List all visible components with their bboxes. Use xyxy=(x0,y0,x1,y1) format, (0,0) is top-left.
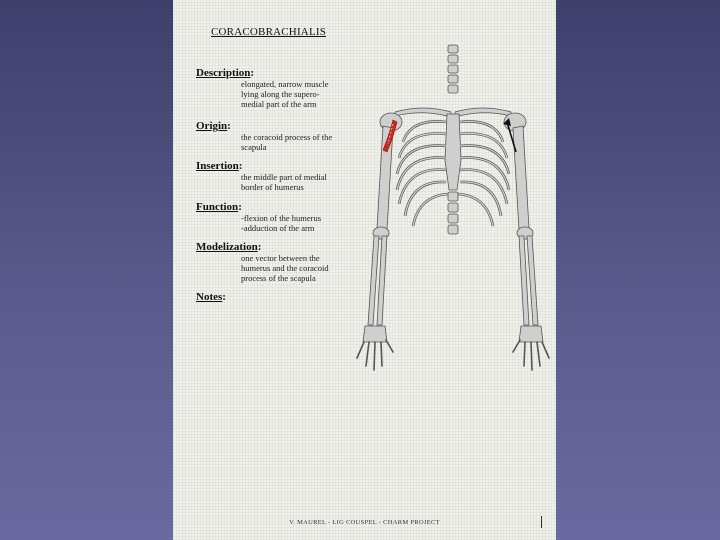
section-heading: Modelization: xyxy=(196,241,262,253)
section-heading: Description: xyxy=(196,67,255,79)
section-body: one vector between the humerus and the coracoid process of the scapula xyxy=(241,253,329,283)
section-body: elongated, narrow muscle lying along the supero- medial part of the arm xyxy=(241,79,329,109)
section-heading: Insertion: xyxy=(196,160,243,172)
section-origin xyxy=(196,120,366,152)
section-heading: Origin: xyxy=(196,120,231,132)
section-modelization xyxy=(196,241,366,283)
section-body: the middle part of medial border of humerus xyxy=(241,172,327,192)
section-description xyxy=(196,67,366,109)
document-page xyxy=(173,0,556,540)
footer-credit: V. MAUREL - LIG COUSPEL - CHARM PROJECT xyxy=(289,519,440,526)
section-body: -flexion of the humerus -adduction of the arm xyxy=(241,213,322,233)
page-title: CORACOBRACHIALIS xyxy=(211,26,327,38)
section-heading: Notes: xyxy=(196,291,226,303)
section-function xyxy=(196,201,366,233)
section-insertion xyxy=(196,160,366,192)
section-body: the coracoid process of the scapula xyxy=(241,132,333,152)
margin-tick xyxy=(541,516,542,528)
section-heading: Function: xyxy=(196,201,242,213)
skeleton-upper-body-icon xyxy=(353,40,553,380)
section-notes xyxy=(196,291,366,303)
